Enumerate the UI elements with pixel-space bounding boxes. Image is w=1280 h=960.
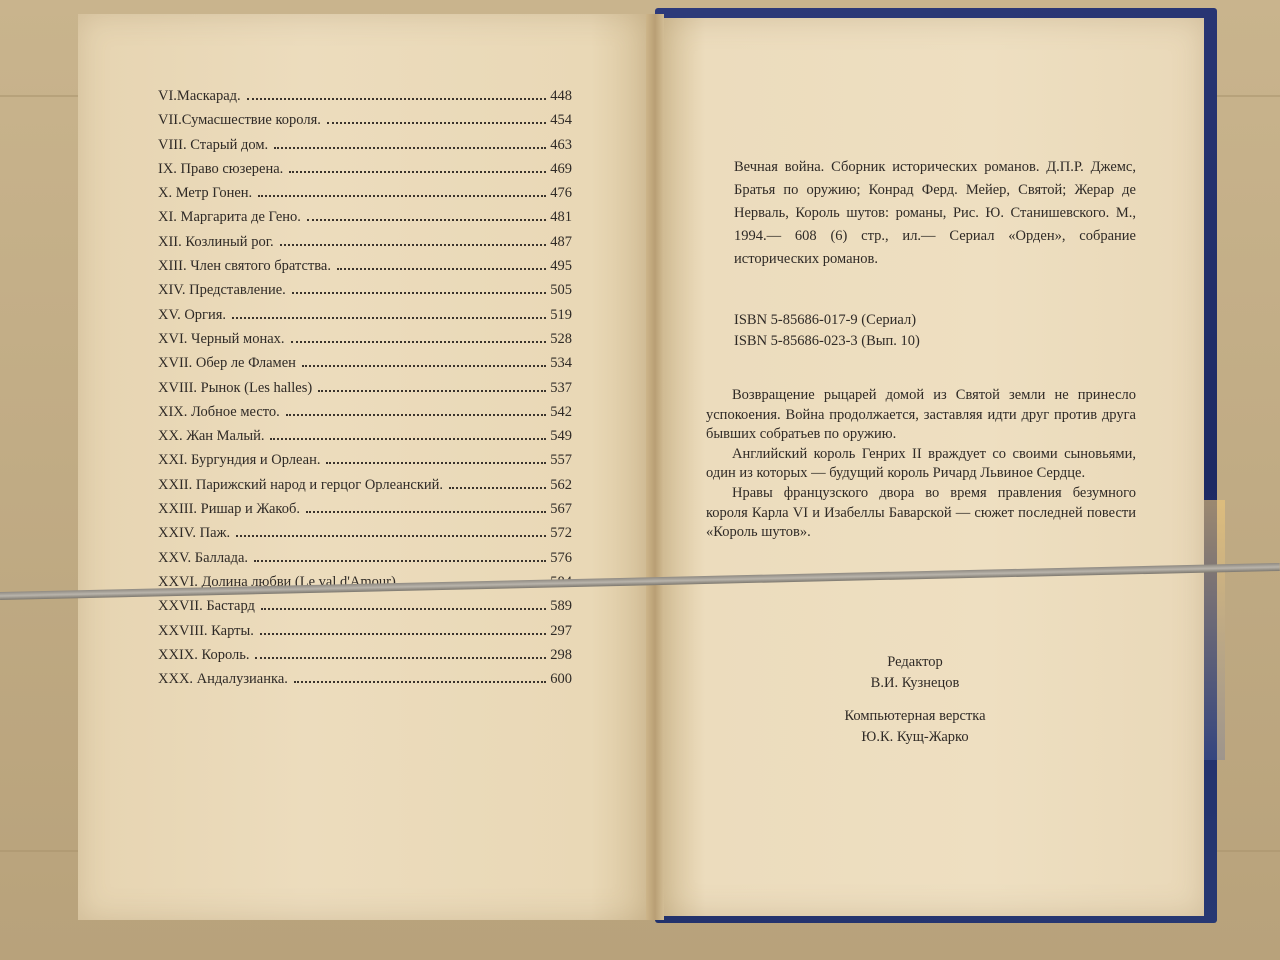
toc-dot-leader (261, 608, 546, 610)
toc-entry-page: 528 (550, 330, 572, 347)
toc-entry-title: XXIII. Ришар и Жакоб. (158, 501, 300, 518)
toc-entry (158, 112, 572, 136)
toc-entry (158, 234, 572, 258)
toc-dot-leader (337, 268, 546, 270)
toc-entry-page: 487 (550, 233, 572, 250)
toc-dot-leader (289, 171, 546, 173)
toc-dot-leader (254, 560, 546, 562)
bibliographic-record: Вечная война. Сборник исторических романов. Д.П.Р. Джемс, Братья по оружию; Конрад Ферд. Мейер, Святой; Жерар де Нерваль, Король шутов: романы, Рис. Ю. Станишевского. М., 1994.— 608 (6) стр., ил.— Сериал «Орден», собрание исторических романов. (734, 159, 1136, 267)
toc-entry (158, 88, 572, 112)
toc-dot-leader (449, 487, 546, 489)
toc-dot-leader (247, 98, 547, 100)
editor-label: Редактор (887, 654, 943, 670)
toc-entry (158, 623, 572, 647)
toc-entry (158, 282, 572, 306)
book-gutter (646, 14, 664, 920)
toc-entry-title: XXX. Андалузианка. (158, 671, 288, 688)
toc-entry-page: 572 (550, 525, 572, 542)
toc-dot-leader (326, 462, 546, 464)
toc-entry-page: 476 (550, 185, 572, 202)
toc-dot-leader (260, 633, 546, 635)
toc-entry-title: XIX. Лобное место. (158, 403, 280, 420)
toc-entry-page: 557 (550, 452, 572, 469)
toc-entry-title: XXIV. Паж. (158, 525, 231, 542)
toc-entry-page: 537 (550, 379, 572, 396)
toc-dot-leader (280, 244, 547, 246)
toc-dot-leader (291, 341, 547, 343)
toc-entry-page: 469 (550, 160, 572, 177)
toc-dot-leader (258, 195, 546, 197)
toc-entry-page: 589 (550, 598, 572, 615)
toc-dot-leader (327, 122, 546, 124)
toc-entry-page: 298 (550, 646, 572, 663)
toc-dot-leader (236, 535, 546, 537)
toc-entry (158, 404, 572, 428)
toc-entry-title: XXI. Бургундия и Орлеан. (158, 452, 321, 469)
toc-entry-page: 481 (550, 209, 572, 226)
toc-dot-leader (307, 219, 546, 221)
toc-entry-title: XX. Жан Малый. (158, 428, 265, 445)
toc-dot-leader (302, 365, 546, 367)
annotation-paragraph: Возвращение рыцарей домой из Святой земли не принесло успокоения. Война продолжается, заставляя идти друг против друга бывших собратьев по оружию. (706, 387, 1136, 443)
editor-credit (790, 652, 1040, 694)
toc-dot-leader (270, 438, 546, 440)
toc-entry (158, 452, 572, 476)
toc-entry-page: 567 (550, 501, 572, 518)
editor-name: В.И. Кузнецов (870, 675, 960, 691)
toc-entry-title: XXII. Парижский народ и герцог Орлеанский. (158, 476, 444, 493)
toc-entry-page: 562 (550, 476, 572, 493)
toc-entry-page: 505 (550, 282, 572, 299)
toc-dot-leader (294, 681, 546, 683)
toc-entry (158, 428, 572, 452)
toc-entry (158, 647, 572, 671)
toc-entry-page: 519 (550, 306, 572, 323)
toc-entry (158, 525, 572, 549)
layout-name: Ю.К. Кущ-Жарко (861, 729, 969, 745)
toc-entry (158, 550, 572, 574)
toc-entry-title: VIII. Старый дом. (158, 136, 269, 153)
toc-entry (158, 380, 572, 404)
toc-entry-title: XXVI. Долина любви (Le val d'Amour) (158, 573, 396, 590)
toc-entry-title: XIII. Член святого братства. (158, 258, 331, 275)
annotation (706, 386, 1136, 543)
toc-entry-title: X. Метр Гонен. (158, 185, 253, 202)
toc-dot-leader (255, 657, 546, 659)
toc-entry-title: XXVIII. Карты. (158, 622, 254, 639)
toc-entry (158, 501, 572, 525)
toc-entry (158, 258, 572, 282)
annotation-paragraph: Английский король Генрих II враждует со своими сыновьями, один из которых — будущий король Ричард Львиное Сердце. (706, 445, 1136, 482)
isbn-volume: ISBN 5-85686-023-3 (Вып. 10) (734, 333, 920, 349)
toc-entry (158, 209, 572, 233)
toc-entry-page: 454 (550, 112, 572, 129)
toc-entry-title: XXVII. Бастард (158, 598, 255, 615)
toc-entry-page: 463 (550, 136, 572, 153)
toc-entry (158, 185, 572, 209)
toc-entry-page: 448 (550, 88, 572, 104)
toc-entry-title: XXIX. Король. (158, 646, 250, 663)
toc-entry-title: IX. Право сюзерена. (158, 160, 284, 177)
toc-entry (158, 137, 572, 161)
toc-entry (158, 598, 572, 622)
toc-entry (158, 161, 572, 185)
toc-dot-leader (274, 147, 546, 149)
toc-entry-title: XVII. Обер ле Фламен (158, 355, 296, 372)
toc-entry (158, 671, 572, 695)
toc-entry (158, 331, 572, 355)
layout-label: Компьютерная верстка (844, 708, 986, 724)
toc-dot-leader (232, 317, 546, 319)
toc-entry-title: XVIII. Рынок (Les halles) (158, 379, 313, 396)
toc-dot-leader (306, 511, 546, 513)
isbn-block (734, 310, 920, 352)
toc-entry-page: 576 (550, 549, 572, 566)
toc-entry-title: XII. Козлиный рог. (158, 233, 274, 250)
toc-entry-page: 297 (550, 622, 572, 639)
toc-entry (158, 477, 572, 501)
toc-entry-page: 542 (550, 403, 572, 420)
toc-dot-leader (286, 414, 546, 416)
toc-entry-page: 549 (550, 428, 572, 445)
layout-credit (790, 706, 1040, 748)
toc-entry-title: XVI. Черный монах. (158, 330, 285, 347)
toc-dot-leader (318, 390, 546, 392)
toc-entry-title: XIV. Представление. (158, 282, 286, 299)
toc-entry-title: XI. Маргарита де Гено. (158, 209, 301, 226)
toc-entry-title: VI.Маскарад. (158, 88, 241, 104)
isbn-series: ISBN 5-85686-017-9 (Сериал) (734, 312, 917, 328)
toc-entry-title: XXV. Баллада. (158, 549, 249, 566)
toc-entry-page: 495 (550, 258, 572, 275)
toc-dot-leader (292, 292, 546, 294)
toc-entry (158, 307, 572, 331)
table-of-contents (158, 88, 572, 695)
toc-entry (158, 355, 572, 379)
toc-entry-title: XV. Оргия. (158, 306, 227, 323)
toc-entry-page: 600 (550, 671, 572, 688)
toc-entry-page: 534 (550, 355, 572, 372)
toc-entry-title: VII.Сумасшествие короля. (158, 112, 321, 129)
annotation-paragraph: Нравы французского двора во время правления безумного короля Карла VI и Изабеллы Баварской — сюжет последней повести «Король шутов». (706, 484, 1136, 541)
